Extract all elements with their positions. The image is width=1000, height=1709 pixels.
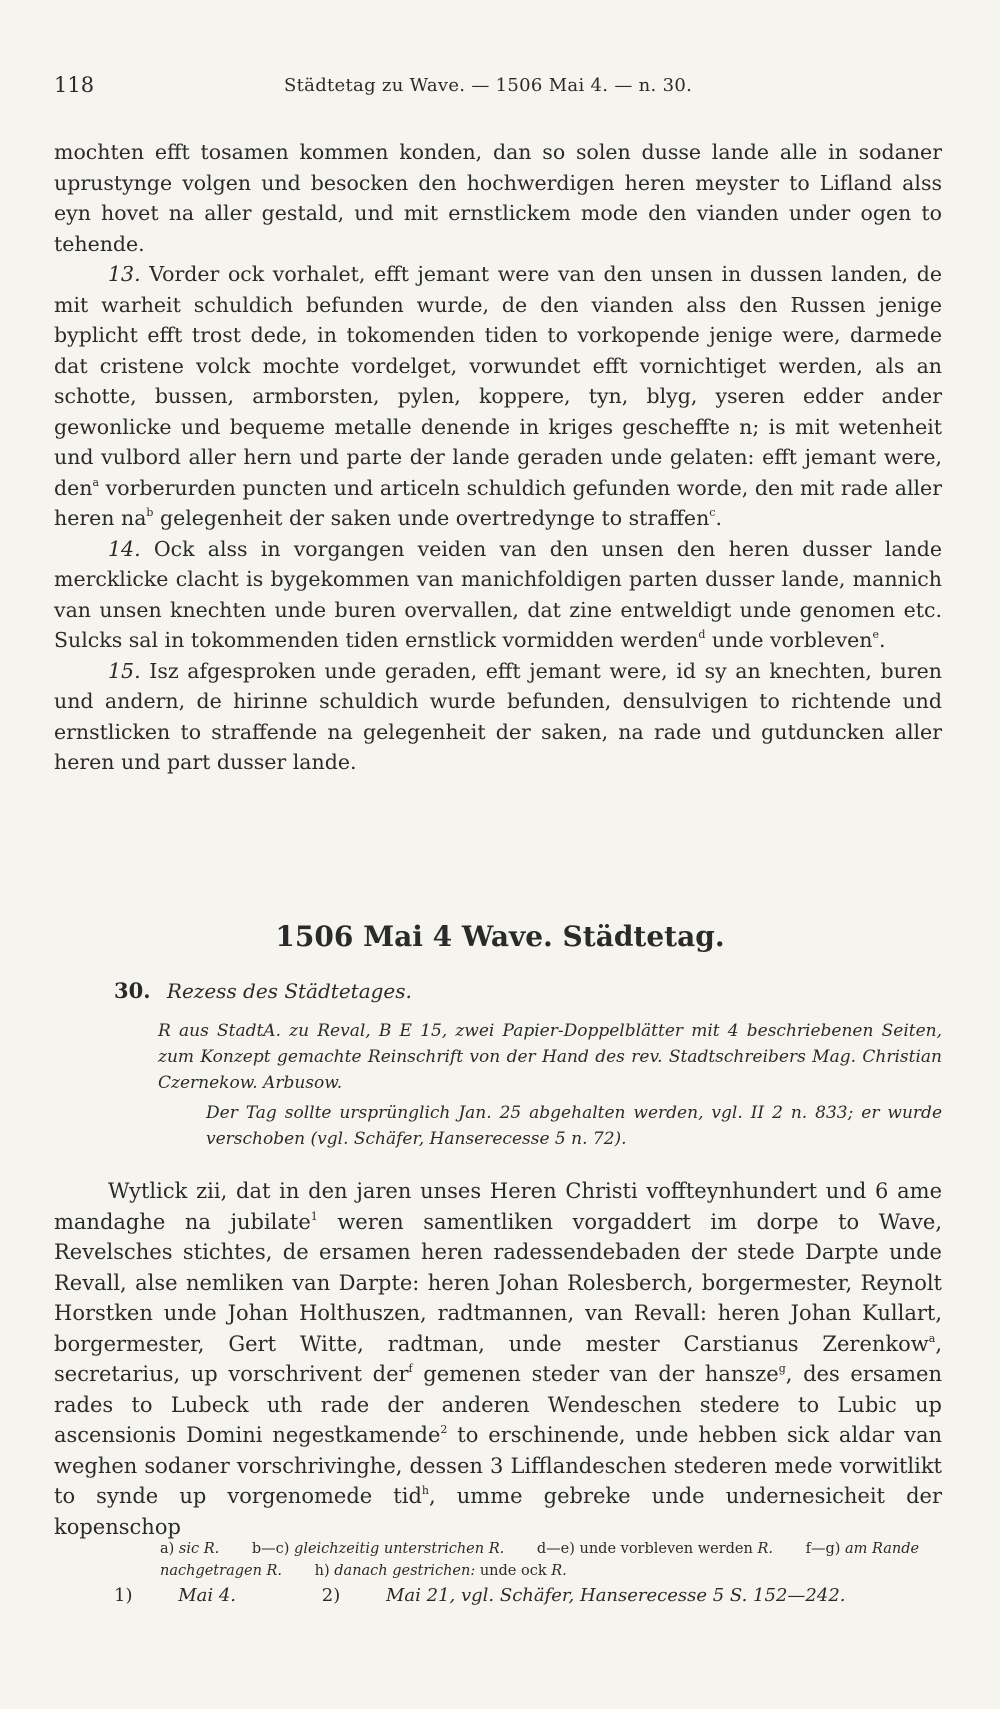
paragraph-text: .: [879, 628, 886, 652]
paragraph-text: Ock alss in vorgangen veiden van den unsen den heren dusser lande mercklicke clacht is bygekommen van manichfoldigen parten dusser lande, mannich van unsen knechten unde buren overvallen, dat zine entweldigt unde genomen etc. Sulcks sal in tokommenden tiden ernstlick vormidden werden: [54, 536, 942, 652]
footnote-2: [322, 1585, 886, 1606]
apparatus-text: gleichzeitig unterstrichen R.: [294, 1541, 505, 1557]
page-header: [54, 73, 946, 103]
paragraph-text: to erschinende, unde hebben sick aldar van weghen sodaner vorschrivinghe, dessen 3 Lifflandeschen stederen mede vorwitlikt to synde up vorgenomede tid: [54, 1423, 942, 1508]
apparatus-siglum: R.: [757, 1541, 773, 1557]
apparatus-mark: h: [421, 1484, 429, 1497]
apparatus-label: f—g): [805, 1541, 841, 1557]
footnote-text: Mai 21, vgl. Schäfer, Hanserecesse 5 S. 152—242.: [386, 1585, 846, 1606]
apparatus-mark: b: [146, 506, 154, 519]
apparatus-text: unde ock: [479, 1563, 547, 1579]
paragraph-recess-opening: [54, 1176, 942, 1542]
paragraph-number: 14.: [108, 536, 141, 561]
critical-apparatus: [160, 1538, 942, 1582]
apparatus-entry: [252, 1538, 504, 1560]
apparatus-mark: a: [928, 1331, 936, 1345]
recess-text: [54, 1176, 942, 1542]
document-title: Rezess des Städtetages.: [166, 979, 412, 1003]
paragraph-number: 15.: [108, 658, 141, 683]
section-title: 1506 Mai 4 Wave. Städtetag.: [275, 920, 725, 953]
apparatus-mark: c: [709, 506, 716, 519]
apparatus-text: danach gestrichen:: [334, 1563, 476, 1579]
footnotes: [114, 1585, 942, 1606]
paragraph-text: vorberurden puncten und articeln schuldich gefunden worde, den mit rade aller heren na: [54, 475, 942, 530]
apparatus-entry: [537, 1538, 773, 1560]
footnote-text: Mai 4.: [178, 1585, 237, 1606]
apparatus-text: am Rande nachgetragen R.: [160, 1541, 920, 1579]
apparatus-label: d—e): [536, 1541, 575, 1557]
paragraph-15: [54, 656, 942, 778]
footnote-label: 2): [321, 1585, 341, 1606]
editorial-note: Der Tag sollte ursprünglich Jan. 25 abgehalten werden, vgl. II 2 n. 833; er wurde verschoben (vgl. Schäfer, Hanserecesse 5 n. 72).: [206, 1103, 942, 1149]
apparatus-label: h): [314, 1563, 330, 1579]
paragraph-text: .: [715, 506, 722, 530]
paragraph-text: Wytlick zii, dat in den jaren unses Heren Christi voffteynhundert und 6 ame mandaghe na jubilate: [54, 1179, 942, 1234]
paragraph-text: unde vorbleven: [705, 628, 873, 652]
paragraph-text: , umme gebreke unde undernesicheit der kopenschop: [54, 1484, 942, 1539]
document-number: 30.: [114, 978, 151, 1003]
main-text: [54, 137, 942, 778]
apparatus-mark: e: [872, 628, 880, 641]
apparatus-text: unde vorbleven werden: [579, 1541, 753, 1557]
apparatus-entry: [160, 1538, 219, 1560]
paragraph-number: 13.: [108, 262, 141, 286]
paragraph-text: Isz afgesproken unde geraden, efft jemant were, id sy an knechten, buren und andern, de hirinne schuldich wurde befunden, densulvigen to richtende und ernstlicken to straffende na gelegenheit der saken, na rade und gutduncken aller heren und part dusser lande.: [54, 658, 942, 774]
footnote-label: 1): [114, 1585, 133, 1606]
footnote-1: [114, 1585, 276, 1606]
apparatus-mark: d: [698, 628, 706, 641]
footnote-mark: 2: [440, 1423, 448, 1436]
paragraph-intro: mochten efft tosamen kommen konden, dan so solen dusse lande alle in sodaner uprustynge volgen und besocken den hochwerdigen heren meyster to Lifland alss eyn hovet na aller gestald, und mit ernstlickem mode den vianden under ogen to tehende.: [54, 140, 942, 256]
apparatus-entry: [315, 1563, 567, 1579]
apparatus-siglum: R.: [551, 1563, 567, 1579]
paragraph-text: gelegenheit der saken unde overtredynge to straffen: [153, 506, 710, 530]
source-description: R aus StadtA. zu Reval, B E 15, zwei Papier-Doppelblätter mit 4 beschriebenen Seiten, zum Konzept gemachte Reinschrift von der Hand des rev. Stadtschreibers Mag. Christian Czernekow. Arbusow.: [158, 1021, 942, 1093]
apparatus-mark: g: [778, 1362, 786, 1375]
paragraph-14: [54, 534, 942, 656]
paragraph-text: , des ersamen rades to Lubeck uth rade der anderen Wendeschen stedere to Lubic up ascensionis Domini negestkamende: [54, 1362, 942, 1447]
footnote-mark: 1: [310, 1209, 318, 1223]
apparatus-mark: a: [92, 475, 100, 489]
paragraph-text: Vorder ock vorhalet, efft jemant were van den unsen in dussen landen, de mit warheit schuldich befunden wurde, de den vianden alss den Russen jenige byplicht efft trost dede, in tokomenden tiden to vorkopende jenige were, darmede dat cristene volck mochte vordelget, vorwundet efft vornichtiget werden, als an schotte, bussen, armborsten, pylen, koppere, tyn, blyg, yseren edder ander gewonlicke und bequeme metalle denende in kriges gescheffte n; is mit wetenheit und vulbord aller hern und parte der lande geraden unde gelaten: efft jemant were, den: [54, 262, 942, 500]
running-head: Städtetag zu Wave. — 1506 Mai 4. — n. 30.: [284, 75, 693, 96]
paragraph-13: [54, 259, 942, 534]
document-heading: [114, 978, 412, 1003]
apparatus-label: b—c): [251, 1541, 290, 1557]
paragraph-text: weren samentliken vorgaddert im dorpe to Wave, Revelsches stichtes, de ersamen heren radessendebaden der stede Darpte unde Revall, alse nemliken van Darpte: heren Johan Rolesberch, borgermester, Reynolt Horstken unde Johan Holthuszen, radtmannen, van Revall: heren Johan Kullart, borgermester, Gert Witte, radtman, unde mester Carstianus Zerenkow: [54, 1209, 942, 1356]
apparatus-label: a): [160, 1541, 175, 1557]
page-number: 118: [54, 73, 95, 97]
paragraph-text: gemenen steder van der hansze: [412, 1362, 779, 1386]
apparatus-text: sic R.: [178, 1541, 220, 1557]
paragraph-text: , secretarius, up vorschrivent der: [54, 1331, 942, 1386]
apparatus-mark: f: [408, 1362, 413, 1375]
